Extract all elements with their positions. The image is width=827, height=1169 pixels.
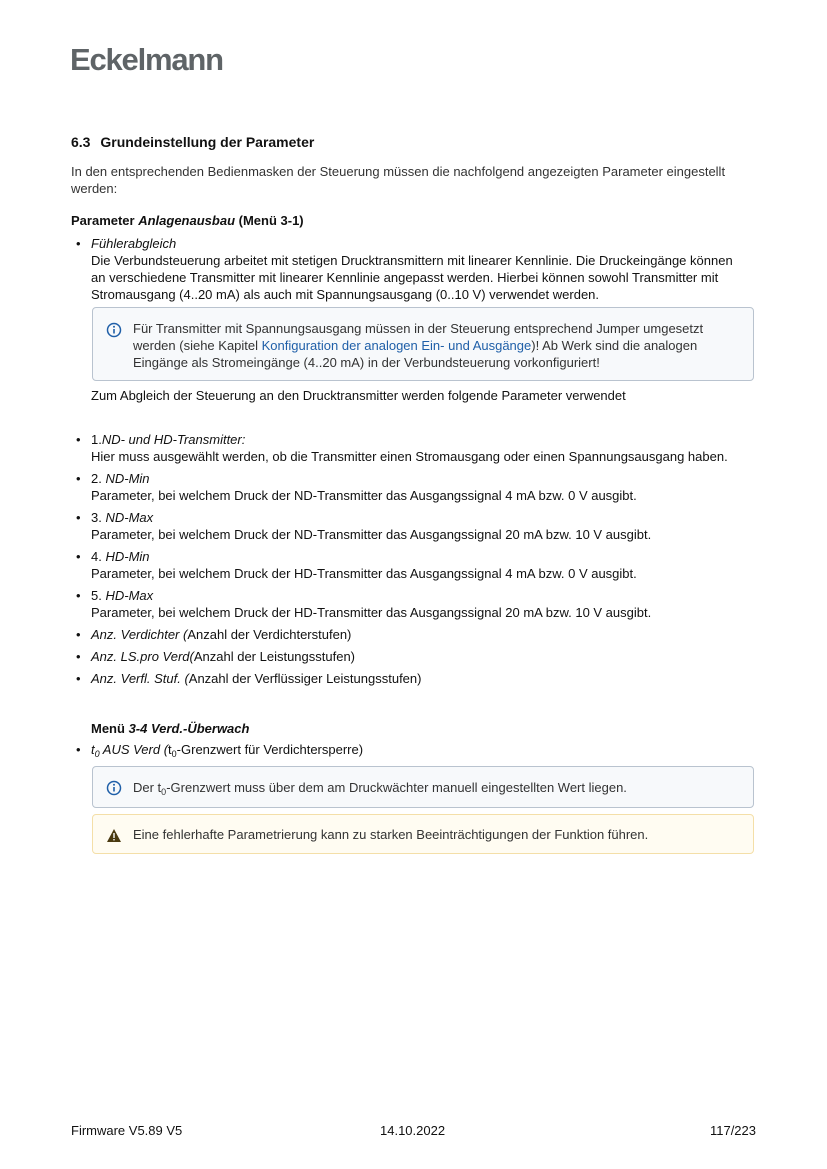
list-item: [71, 670, 741, 687]
t0-symbol: t: [168, 742, 172, 757]
item-number: 2.: [91, 471, 106, 486]
item-title: HD-Min: [105, 549, 150, 564]
menu-prefix: Menü: [91, 721, 129, 736]
list-item: [71, 741, 363, 758]
item-text: Anzahl der Leistungsstufen): [193, 649, 356, 664]
item-title: ND- und HD-Transmitter:: [101, 432, 246, 447]
footer-date: 14.10.2022: [380, 1123, 446, 1138]
list-item: [71, 235, 741, 303]
item-number: 3.: [91, 510, 106, 525]
item-text: Anzahl der Verflüssiger Leistungsstufen): [188, 671, 422, 686]
item-number: 4.: [91, 549, 106, 564]
item-text: Parameter, bei welchem Druck der HD-Transmitter das Ausgangssignal 20 mA bzw. 10 V ausgibt.: [91, 605, 652, 620]
info-text-after: -Grenzwert muss über dem am Druckwächter manuell eingestellten Wert liegen.: [166, 780, 627, 795]
info-box-t0: [92, 766, 754, 808]
eckelmann-logo: Eckelmann: [70, 42, 223, 77]
item-text: Anzahl der Verdichterstufen): [187, 627, 352, 642]
item-title: AUS Verd (: [99, 742, 169, 757]
item-text: Die Verbundsteuerung arbeitet mit stetigen Drucktransmittern mit linearer Kennlinie. Die Druckeingänge können an verschiedene Transmitter mit linearer Kennlinie angepasst werden. Hierbei können sowohl Transmitter mit Stromausgang (4..20 mA) als auch mit Spannungsausgang (0..10 V) verwendet werden.: [91, 253, 733, 302]
warning-box: [92, 814, 754, 854]
info-box-jumper: [92, 307, 754, 381]
t0-subscript: 0: [161, 787, 167, 797]
item-text: Parameter, bei welchem Druck der HD-Transmitter das Ausgangssignal 4 mA bzw. 0 V ausgibt.: [91, 566, 637, 581]
item-title: ND-Max: [105, 510, 154, 525]
item-text: Parameter, bei welchem Druck der ND-Transmitter das Ausgangssignal 4 mA bzw. 0 V ausgibt.: [91, 488, 637, 503]
info-icon: [106, 780, 122, 796]
section-number: 6.3: [71, 134, 91, 150]
item-title: HD-Max: [105, 588, 154, 603]
item-title: Anz. LS.pro Verd(: [91, 649, 194, 664]
item-title: Anz. Verdichter (: [91, 627, 188, 642]
item-title: ND-Min: [105, 471, 150, 486]
footer-firmware: Firmware V5.89 V5: [71, 1123, 183, 1138]
menu-heading: [91, 720, 249, 737]
abgleich-paragraph: Zum Abgleich der Steuerung an den Drucktransmitter werden folgende Parameter verwendet: [91, 388, 626, 403]
t0-symbol: t: [91, 742, 95, 757]
intro-paragraph: In den entsprechenden Bedienmasken der Steuerung müssen die nachfolgend angezeigten Parameter eingestellt werden:: [71, 164, 726, 196]
warning-icon: [106, 828, 122, 843]
subheading-italic: Anlagenausbau: [138, 213, 236, 228]
list-item: [71, 587, 741, 621]
info-icon: [106, 322, 122, 338]
subheading-anlagenausbau: [71, 212, 304, 229]
warning-text: Eine fehlerhafte Parametrierung kann zu starken Beeinträchtigungen der Funktion führen.: [133, 827, 649, 842]
subheading-suffix: (Menü 3-1): [235, 213, 304, 228]
list-item: [71, 648, 741, 665]
list-item: [71, 470, 741, 504]
item-number: 5.: [91, 588, 106, 603]
section-heading: [71, 134, 314, 151]
list-item: [71, 509, 741, 543]
subheading-prefix: Parameter: [71, 213, 139, 228]
section-title: Grundeinstellung der Parameter: [100, 134, 315, 150]
list-item: [71, 548, 741, 582]
t0-subscript: 0: [171, 749, 177, 759]
list-item: [71, 626, 741, 643]
list-item: [71, 431, 741, 465]
parameter-list: [71, 431, 741, 692]
t0-list: [71, 741, 363, 763]
chapter-link[interactable]: Konfiguration der analogen Ein- und Ausgänge: [261, 338, 532, 353]
item-text: -Grenzwert für Verdichtersperre): [176, 742, 364, 757]
info-text: Der t: [133, 780, 162, 795]
item-number: 1.: [91, 432, 102, 447]
menu-italic: 3-4 Verd.-Überwach: [128, 721, 250, 736]
item-text: Parameter, bei welchem Druck der ND-Transmitter das Ausgangssignal 20 mA bzw. 10 V ausgibt.: [91, 527, 652, 542]
fuehler-list: [71, 235, 741, 308]
info-text-after: )! Ab Werk sind die analogen Eingänge als Stromeingänge (4..20 mA) in der Verbundsteuerung vorkonfiguriert!: [133, 338, 698, 370]
item-text: Hier muss ausgewählt werden, ob die Transmitter einen Stromausgang oder einen Spannungsausgang haben.: [91, 449, 728, 464]
item-title: Fühlerabgleich: [91, 236, 177, 251]
info-text: Für Transmitter mit Spannungsausgang müssen in der Steuerung entsprechend Jumper umgesetzt werden (siehe Kapitel: [133, 321, 704, 353]
t0-subscript: 0: [94, 749, 100, 759]
item-title: Anz. Verfl. Stuf. (: [91, 671, 189, 686]
footer-page-number: 117/223: [709, 1123, 756, 1138]
